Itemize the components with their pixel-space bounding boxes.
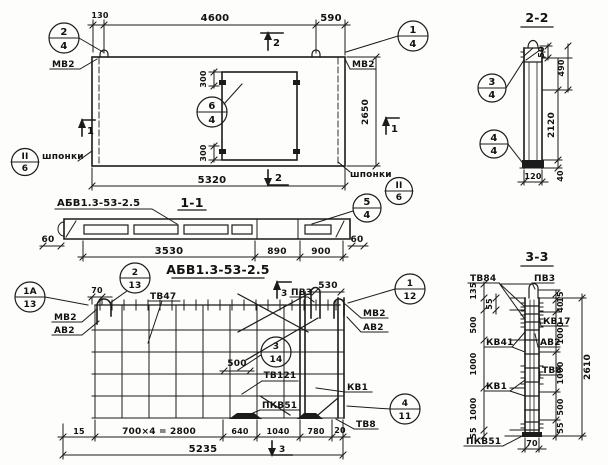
callout-number: 1А	[23, 287, 37, 297]
dim-70: 70	[91, 286, 103, 295]
callout-number: 5	[363, 197, 371, 208]
part-label-tv84: ТВ84	[470, 274, 497, 284]
dim-500: 500	[227, 359, 247, 369]
callout-number: 4	[490, 133, 498, 144]
callout-sheet: 4	[208, 115, 216, 126]
dim-500-left: 500	[469, 316, 478, 334]
dim-1000-right-a: 1000	[556, 321, 565, 345]
section-mark-label: 3	[281, 289, 288, 299]
dim-55-bottom-left: 55	[469, 427, 478, 439]
section-mark-label: 1	[87, 126, 95, 137]
callout-sheet: 4	[409, 39, 417, 50]
part-label-tv121: ТВ121	[263, 371, 297, 381]
part-label-kv17: КВ17	[543, 317, 571, 327]
dim-1000-left-b: 1000	[469, 397, 478, 421]
callout-number: II	[21, 152, 29, 162]
dim-1000-right-b: 1000	[556, 361, 565, 385]
callout-2-4	[49, 23, 103, 53]
callout-number: 3	[272, 342, 280, 352]
callout-number: 1	[406, 279, 414, 289]
callout-number: II	[395, 181, 403, 191]
part-label-kv1: КВ1	[486, 382, 508, 392]
part-label-pv3: ПВ3	[291, 288, 313, 298]
section-mark-label: 3	[279, 445, 286, 455]
section-mark-2-top	[261, 31, 283, 50]
dim-5235: 5235	[188, 444, 218, 455]
callout-sheet: 4	[363, 210, 371, 221]
callout-sheet: 6	[21, 164, 29, 174]
callout-1-12	[348, 274, 425, 304]
key-callout-right	[385, 178, 413, 205]
dim-40: 40	[556, 170, 565, 182]
callout-sheet: 11	[398, 412, 412, 422]
dim-50: 50	[537, 46, 546, 58]
part-label-pkv51: ПКВ51	[262, 401, 298, 411]
callout-2-13	[110, 263, 150, 303]
dim-900: 900	[311, 247, 331, 257]
section-mark-label: 1	[391, 124, 399, 135]
callout-sheet: 13	[23, 300, 37, 310]
callout-4-4	[480, 130, 522, 162]
section-mark-3-top	[273, 280, 291, 299]
callout-number: 4	[401, 399, 409, 409]
section-mark-1-right	[382, 116, 399, 135]
callout-1-4	[346, 21, 428, 52]
part-label-pv3: ПВ3	[534, 274, 556, 284]
dim-1040: 1040	[266, 427, 290, 436]
part-label-av2: АВ2	[540, 338, 561, 348]
dim-60-left: 60	[41, 235, 55, 245]
callout-sheet: 12	[403, 292, 417, 302]
dim-2610: 2610	[583, 354, 593, 380]
dim-60-right: 60	[350, 235, 364, 245]
dim-530: 530	[318, 281, 338, 291]
part-label-kv1: КВ1	[347, 383, 369, 393]
dim-120: 120	[524, 172, 542, 181]
callout-number: 2	[60, 27, 68, 38]
dim-5320: 5320	[197, 175, 227, 186]
dim-40-right: 40	[556, 301, 565, 313]
callout-sheet: 14	[269, 355, 283, 365]
section-1-1-view	[40, 194, 381, 261]
dim-890: 890	[267, 247, 287, 257]
dim-20: 20	[334, 426, 346, 435]
part-label-av2-right: АВ2	[363, 323, 384, 333]
section-title-2-2: 2-2	[525, 10, 549, 25]
callout-sheet: 6	[395, 193, 403, 203]
dim-2120: 2120	[547, 112, 557, 138]
callout-sheet: 4	[488, 90, 496, 101]
reinforcement-title: АБВ1.3-53-2.5	[166, 262, 270, 277]
callout-1a-13	[15, 282, 88, 312]
section-title-3-3: 3-3	[525, 249, 549, 264]
part-label-pkv51: ПКВ51	[466, 437, 502, 447]
dim-4600: 4600	[200, 13, 230, 24]
dim-2650: 2650	[361, 99, 371, 125]
part-label-tv47: ТВ47	[150, 292, 177, 302]
dim-70-bottom: 70	[526, 439, 538, 448]
dim-780: 780	[307, 427, 325, 436]
dim-2800: 700×4 = 2800	[122, 427, 196, 437]
key-callout-left	[11, 149, 39, 176]
keys-label-left: шпонки	[42, 152, 84, 162]
dim-300-bottom: 300	[199, 144, 208, 162]
section-title-1-1: 1-1	[180, 195, 204, 210]
callout-6-4	[197, 84, 242, 127]
dim-640: 640	[231, 427, 249, 436]
callout-sheet: 4	[60, 41, 68, 52]
section-2-2-view	[478, 10, 572, 185]
section-mark-label: 2	[273, 38, 281, 49]
dim-15-right: 15	[556, 291, 565, 303]
callout-sheet: 13	[128, 281, 142, 291]
part-label-kv41: КВ41	[486, 338, 514, 348]
dim-135: 135	[469, 282, 478, 300]
part-label-mv2-right: МВ2	[363, 309, 386, 319]
section-3-3-view	[464, 249, 593, 452]
part-label-mv2-right: МВ2	[352, 60, 375, 70]
dim-15: 15	[73, 427, 85, 436]
dim-500-right: 500	[556, 398, 565, 416]
part-label-mv2-left: МВ2	[52, 60, 75, 70]
callout-number: 1	[409, 25, 417, 36]
plan-view	[11, 11, 428, 205]
callout-number: 6	[208, 101, 216, 112]
product-mark-label: АБВ1.3-53-2.5	[57, 198, 141, 209]
dim-130: 130	[91, 11, 109, 20]
part-label-mv2-left: МВ2	[54, 313, 77, 323]
dim-1000-left-a: 1000	[469, 352, 478, 376]
dim-490: 490	[557, 59, 566, 77]
callout-3-4	[478, 60, 524, 102]
section-mark-2-bottom	[264, 170, 288, 187]
part-label-tv8: ТВ8	[356, 420, 376, 430]
keys-label-right: шпонки	[350, 170, 392, 180]
section-mark-label: 2	[275, 173, 283, 184]
callout-number: 3	[488, 77, 496, 88]
dim-590: 590	[320, 13, 342, 24]
part-label-av2-left: АВ2	[54, 326, 75, 336]
dim-3530: 3530	[154, 246, 184, 257]
dim-55-right: 55	[556, 422, 565, 434]
part-label-tv8: ТВ8	[542, 366, 562, 376]
dim-55-top-left: 55	[485, 298, 494, 310]
callout-number: 2	[131, 268, 139, 278]
reinforcement-view	[15, 262, 425, 459]
callout-sheet: 4	[490, 146, 498, 157]
dim-300-top: 300	[199, 70, 208, 88]
